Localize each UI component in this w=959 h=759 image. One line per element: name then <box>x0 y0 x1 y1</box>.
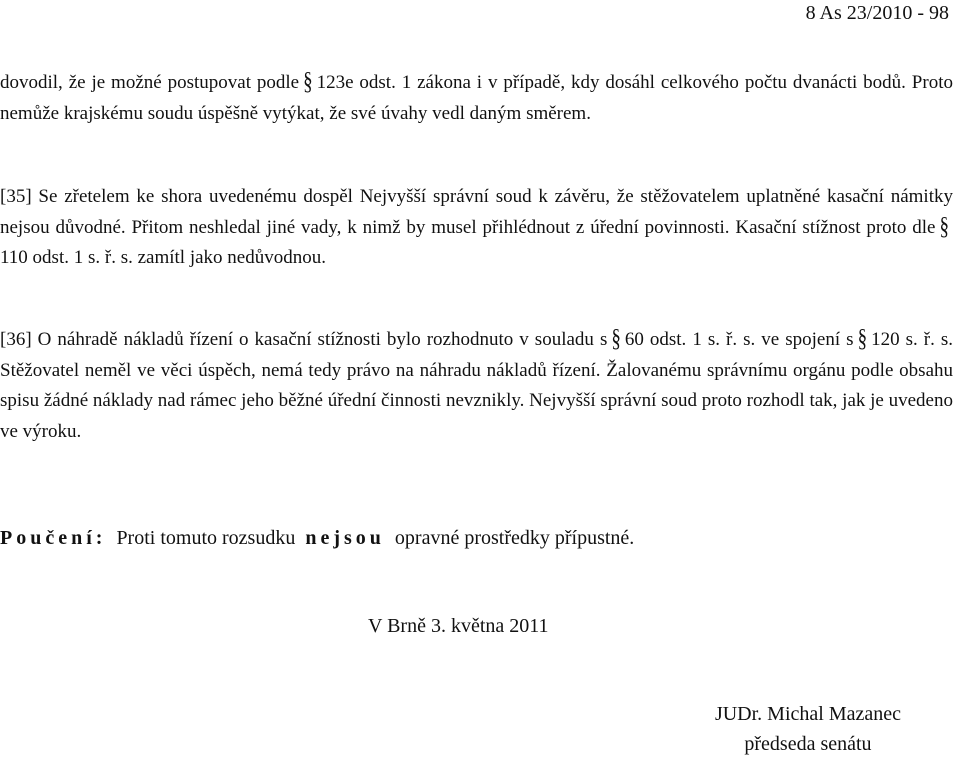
notice-text: opravné prostředky přípustné. <box>394 527 635 549</box>
paragraph-36 <box>0 325 953 447</box>
case-reference: 8 As 23/2010 - 98 <box>805 2 949 24</box>
paragraph-text: [35] Se zřetelem ke shora uvedenému dospěl Nejvyšší správní soud k závěru, že stěžovatelem uplatněné kasační námitky nejsou důvodné. Přitom neshledal jiné vady, k nimž by musel přihlédnout z úřední povinnosti. Kasační stížnost proto dle <box>0 186 953 238</box>
notice-emphasis: nejsou <box>305 527 385 549</box>
paragraph-text: 60 odst. 1 s. ř. s. ve spojení s <box>624 329 854 350</box>
notice-text: Proti tomuto rozsudku <box>116 527 296 549</box>
paragraph-35 <box>0 182 953 274</box>
signature-block <box>715 699 901 759</box>
notice-label: Poučení: <box>0 527 107 549</box>
paragraph-text: [36] O náhradě nákladů řízení o kasační stížnosti bylo rozhodnuto v souladu s <box>0 329 608 350</box>
judge-name: JUDr. Michal Mazanec <box>714 703 901 725</box>
paragraph-text: dovodil, že je možné postupovat podle <box>0 72 300 93</box>
section-sign: § <box>857 325 868 354</box>
paragraph-text: 123e odst. 1 zákona i v případě, kdy dosáhl celkového počtu dvanácti bodů. Proto nemůže krajskému soudu úspěšně vytýkat, že své úvahy vedl daným směrem. <box>0 72 953 124</box>
decision-date: V Brně 3. května 2011 <box>368 615 549 637</box>
legal-notice <box>0 527 634 550</box>
section-sign: § <box>303 68 313 97</box>
paragraph-text: 110 odst. 1 s. ř. s. zamítl jako nedůvodnou. <box>0 247 326 268</box>
section-sign: § <box>939 212 949 241</box>
judge-title: předseda senátu <box>744 733 872 755</box>
section-sign: § <box>611 325 621 354</box>
paragraph-continuation <box>0 68 953 129</box>
paragraph-text: 120 s. ř. s. Stěžovatel neměl ve věci úspěch, nemá tedy právo na náhradu nákladů řízení. Žalovanému správnímu orgánu podle obsahu spisu žádné náklady nad rámec jeho běžné úřední činnosti nevznikly. Nejvyšší správní soud proto rozhodl tak, jak je uvedeno ve výroku. <box>0 329 954 442</box>
